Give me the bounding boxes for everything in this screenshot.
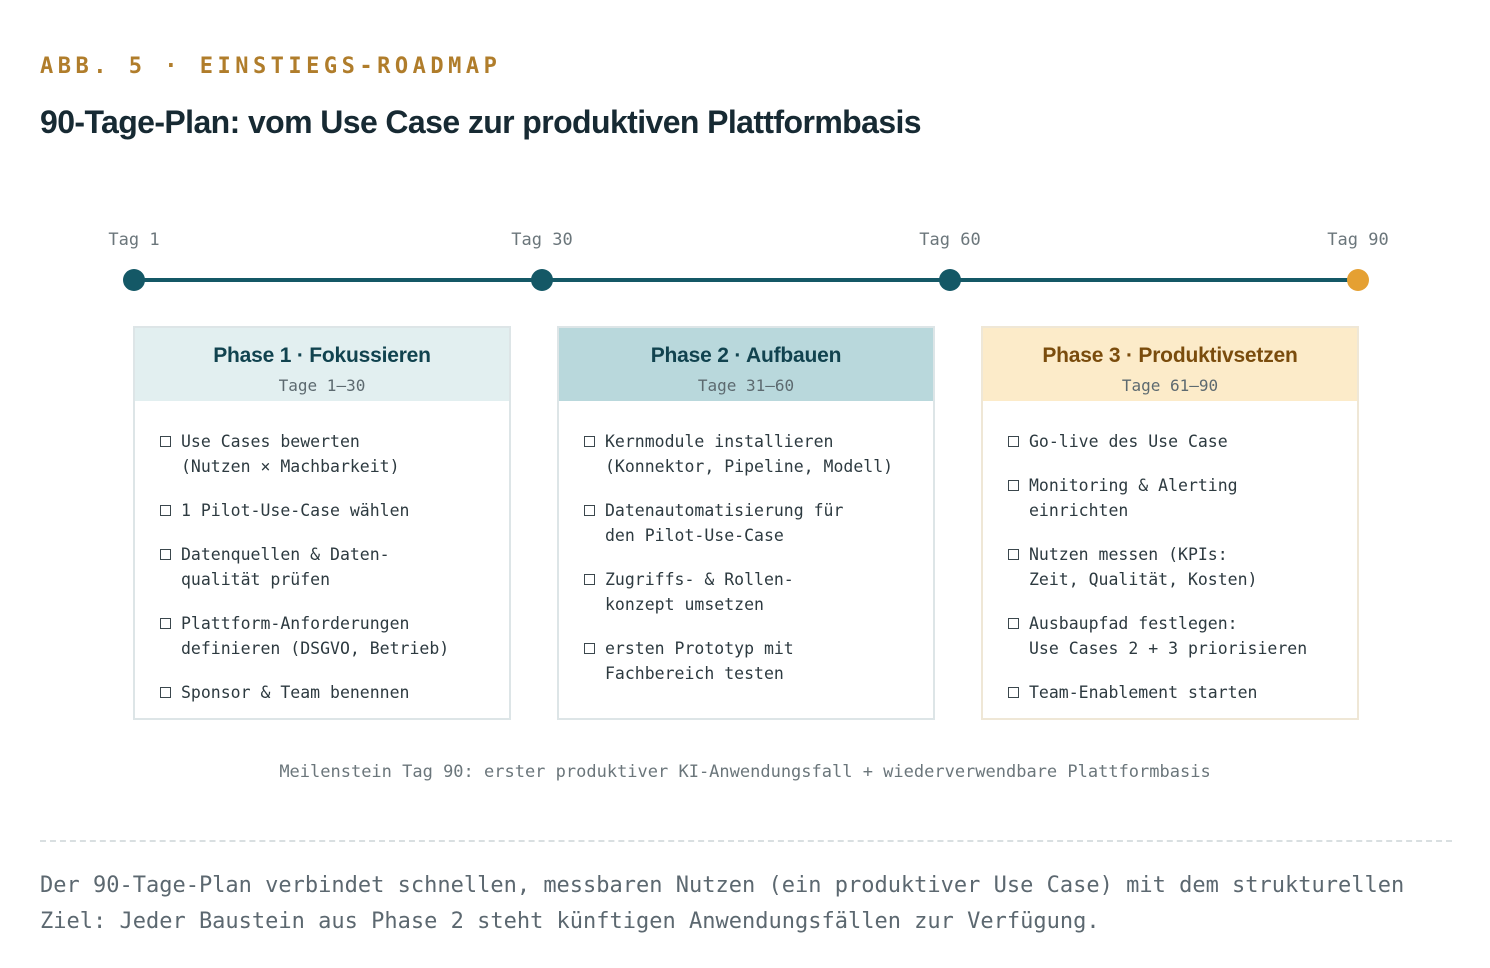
footnote-text: Der 90-Tage-Plan verbindet schnellen, messbaren Nutzen (ein produktiver Use Case) mit dem strukturellen Ziel: Jeder Baustein aus Phase 2 steht künftigen Anwendungsfällen zur Verfügung. (40, 873, 1405, 934)
phase-card-3 (981, 326, 1359, 720)
timeline-dot (531, 269, 553, 291)
task-text: Ausbaupfad festlegen: Use Cases 2 + 3 priorisieren (1029, 614, 1308, 658)
task-text: Plattform-Anforderungen definieren (DSGVO, Betrieb) (181, 614, 450, 658)
checkbox-icon (1008, 549, 1019, 560)
checkbox-icon (160, 549, 171, 560)
task-item (159, 542, 509, 592)
checkbox-icon (160, 505, 171, 516)
timeline-marker-label: Tag 90 (1327, 230, 1389, 250)
phase-name: Phase 1 · Fokussieren (213, 344, 431, 367)
timeline-marker-label: Tag 1 (108, 230, 160, 250)
phase-name: Phase 3 · Produktivsetzen (1042, 344, 1298, 367)
task-item (1007, 473, 1357, 523)
checkbox-icon (584, 574, 595, 585)
phase-days: Tage 31–60 (697, 376, 795, 395)
task-text: Use Cases bewerten (Nutzen × Machbarkeit) (181, 432, 400, 476)
task-item (159, 429, 509, 479)
checkbox-icon (584, 505, 595, 516)
task-item (159, 680, 509, 705)
timeline (0, 0, 1490, 320)
task-text: Sponsor & Team benennen (181, 683, 410, 702)
figure-title: 90-Tage-Plan: vom Use Case zur produktiven Plattformbasis (40, 104, 922, 140)
section-divider (40, 840, 1452, 842)
timeline-dot (939, 269, 961, 291)
task-item (159, 498, 509, 523)
checkbox-icon (1008, 687, 1019, 698)
task-text: Datenquellen & Daten- qualität prüfen (181, 545, 390, 589)
checkbox-icon (160, 436, 171, 447)
task-text: Nutzen messen (KPIs: Zeit, Qualität, Kosten) (1029, 545, 1258, 589)
task-item (159, 611, 509, 661)
phase-days: Tage 1–30 (278, 376, 366, 395)
timeline-marker-label: Tag 60 (919, 230, 981, 250)
checkbox-icon (1008, 618, 1019, 629)
checkbox-icon (584, 436, 595, 447)
task-text: Team-Enablement starten (1029, 683, 1258, 702)
task-text: ersten Prototyp mit Fachbereich testen (605, 639, 794, 683)
timeline-dot (123, 269, 145, 291)
task-text: Go-live des Use Case (1029, 432, 1228, 451)
milestone-note: Meilenstein Tag 90: erster produktiver KI-Anwendungsfall + wiederverwendbare Plattformbasis (279, 762, 1211, 782)
phase-card-2 (557, 326, 935, 720)
task-text: Monitoring & Alerting einrichten (1029, 476, 1238, 520)
task-item (1007, 611, 1357, 661)
task-text: Kernmodule installieren (Konnektor, Pipeline, Modell) (605, 432, 894, 476)
phase-days: Tage 61–90 (1121, 376, 1219, 395)
checkbox-icon (160, 687, 171, 698)
task-item (1007, 542, 1357, 592)
task-item (583, 429, 933, 479)
checkbox-icon (160, 618, 171, 629)
phase-header (559, 328, 933, 401)
task-item (583, 567, 933, 617)
checkbox-icon (584, 643, 595, 654)
timeline-line (134, 278, 1358, 282)
task-text: Datenautomatisierung für den Pilot-Use-Case (605, 501, 844, 545)
phase-card-1 (133, 326, 511, 720)
figure-eyebrow: ABB. 5 · EINSTIEGS-ROADMAP (40, 54, 502, 79)
task-text: Zugriffs- & Rollen- konzept umsetzen (605, 570, 794, 614)
task-list (559, 401, 933, 686)
task-item (583, 636, 933, 686)
timeline-marker-label: Tag 30 (511, 230, 573, 250)
checkbox-icon (1008, 480, 1019, 491)
task-item (1007, 680, 1357, 705)
task-item (1007, 429, 1357, 454)
task-list (983, 401, 1357, 705)
task-item (583, 498, 933, 548)
phase-header (983, 328, 1357, 401)
task-list (135, 401, 509, 705)
phase-header (135, 328, 509, 401)
phase-name: Phase 2 · Aufbauen (650, 344, 842, 367)
timeline-dot-final (1347, 269, 1369, 291)
checkbox-icon (1008, 436, 1019, 447)
task-text: 1 Pilot-Use-Case wählen (181, 501, 410, 520)
